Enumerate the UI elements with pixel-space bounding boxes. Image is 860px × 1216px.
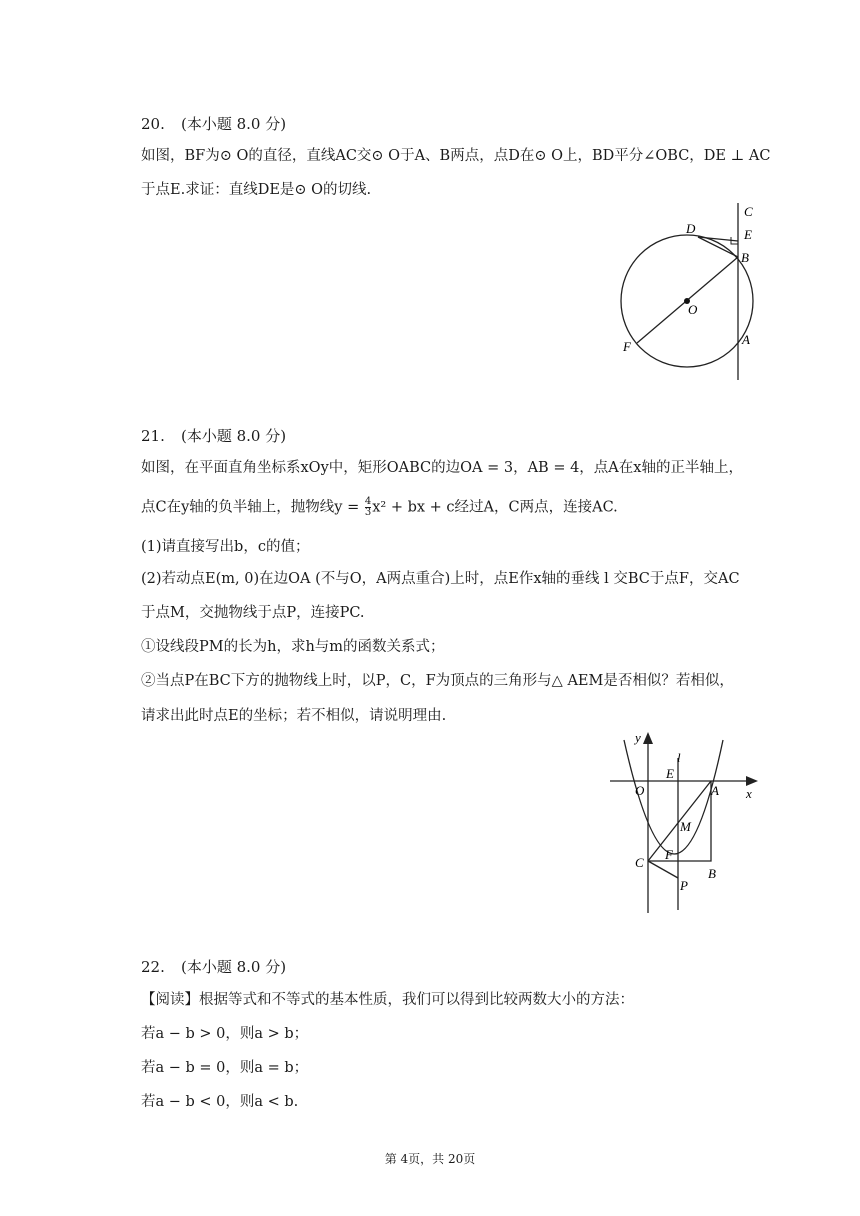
q21-score: (本小题 8.0 分) <box>181 427 287 445</box>
label-o: O <box>635 783 645 798</box>
label-o: O <box>688 302 698 317</box>
q21-line2-post: x² + bx + c经过A，C两点，连接AC. <box>372 499 618 516</box>
q20-text-line1: 如图，BF为⊙ O的直径，直线AC交⊙ O于A、B两点，点D在⊙ O上，BD平分∠OBC，DE ⊥ AC <box>141 148 771 164</box>
q22-header <box>141 956 286 977</box>
label-c: C <box>635 855 644 870</box>
label-b: B <box>741 250 749 265</box>
q21-text-line7: ②当点P在BC下方的抛物线上时，以P，C，F为顶点的三角形与△ AEM是否相似？若相似， <box>141 673 734 689</box>
q20-header <box>141 113 286 134</box>
q20-circle-figure <box>610 200 770 385</box>
label-b: B <box>708 866 716 881</box>
segment-pc <box>648 861 678 878</box>
frac-denominator: 3 <box>364 507 372 518</box>
label-x: x <box>746 786 752 801</box>
fraction-4-3 <box>365 497 371 518</box>
label-a: A <box>742 332 750 347</box>
label-a: A <box>711 783 719 798</box>
q21-text-line6: ①设线段PM的长为h，求h与m的函数关系式； <box>141 639 445 655</box>
frac-numerator: 4 <box>364 496 372 507</box>
label-d: D <box>686 221 696 236</box>
x-arrow-icon <box>746 776 758 786</box>
label-f: F <box>623 339 631 354</box>
label-m: M <box>680 819 691 834</box>
q22-text-line2: 若a − b > 0，则a > b； <box>141 1026 309 1042</box>
q22-text-line1: 【阅读】根据等式和不等式的基本性质，我们可以得到比较两数大小的方法： <box>141 992 634 1008</box>
label-p: P <box>680 878 688 893</box>
q21-text-line2 <box>141 497 618 518</box>
page-footer: 第 4页，共 20页 <box>384 1152 476 1166</box>
label-l: l <box>677 750 681 765</box>
q21-text-line1: 如图，在平面直角坐标系xOy中，矩形OABC的边OA = 3，AB = 4，点A在x轴的正半轴上， <box>141 460 743 476</box>
q21-text-line4: (2)若动点E(m, 0)在边OA (不与O，A两点重合)上时，点E作x轴的垂线 l 交BC于点F，交AC <box>141 571 740 587</box>
q22-text-line4: 若a − b < 0，则a < b. <box>141 1094 299 1110</box>
q21-line2-pre: 点C在y轴的负半轴上，抛物线y = <box>141 499 360 516</box>
q22-number: 22. <box>141 958 165 976</box>
label-f: F <box>665 847 673 862</box>
q21-coordinate-figure <box>600 728 765 918</box>
label-y: y <box>635 730 641 745</box>
q20-number: 20. <box>141 115 165 133</box>
q20-text-line2: 于点E.求证：直线DE是⊙ O的切线. <box>141 182 372 198</box>
y-arrow-icon <box>643 732 653 744</box>
label-c: C <box>744 204 753 219</box>
label-e: E <box>666 766 674 781</box>
q22-text-line3: 若a − b = 0，则a = b； <box>141 1060 309 1076</box>
label-e: E <box>744 227 752 242</box>
q22-score: (本小题 8.0 分) <box>181 958 287 976</box>
q20-score: (本小题 8.0 分) <box>181 115 287 133</box>
q21-text-line5: 于点M，交抛物线于点P，连接PC. <box>141 605 365 621</box>
q21-text-line8: 请求出此时点E的坐标；若不相似，请说明理由. <box>141 708 447 724</box>
q21-header <box>141 425 286 446</box>
q21-number: 21. <box>141 427 165 445</box>
q21-text-line3: (1)请直接写出b，c的值； <box>141 539 310 555</box>
